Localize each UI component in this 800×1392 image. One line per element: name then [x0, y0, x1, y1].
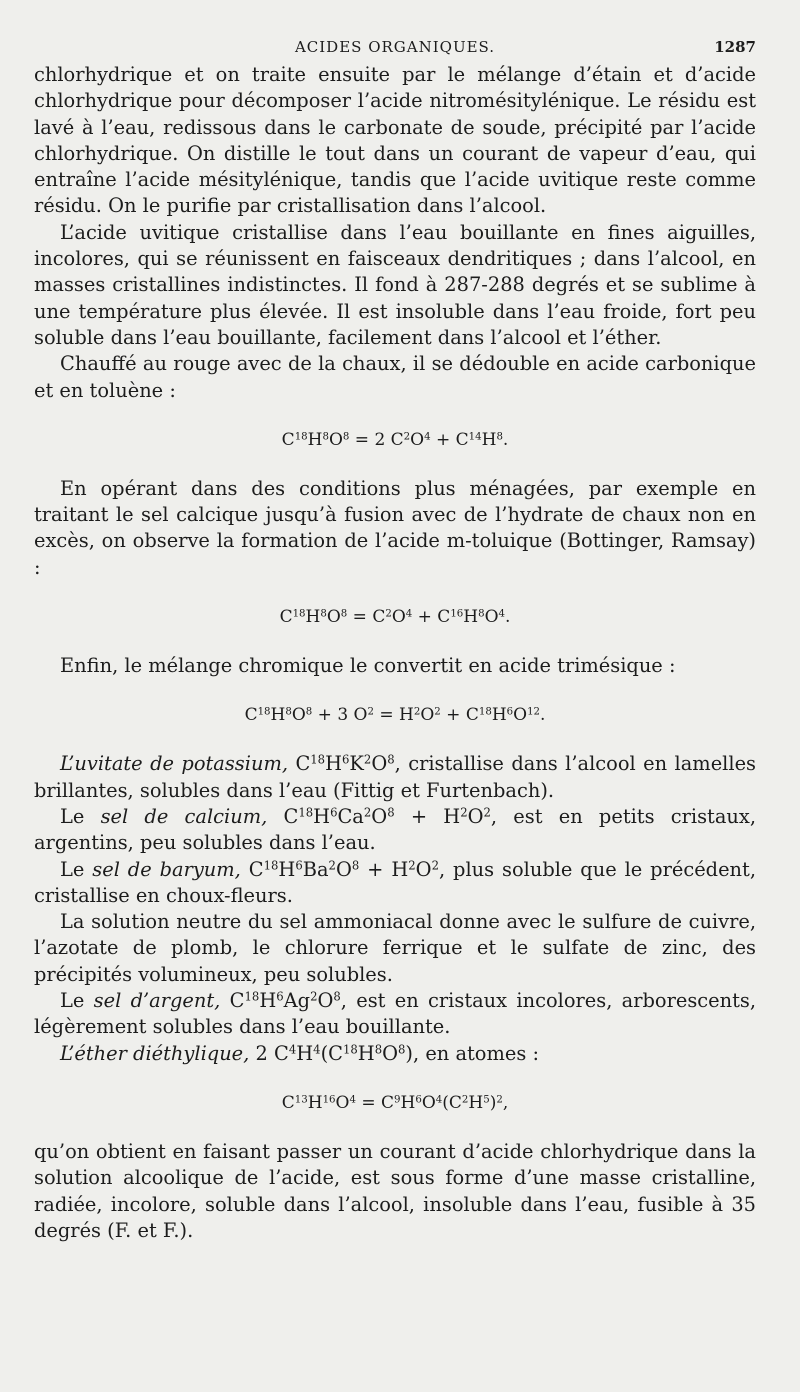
paragraph-silver-salt: Le sel d’argent, $C^{18}H^6Ag^2O^8$, est en cristaux incolores, arborescents, légèrement solubles dans l’eau bouillante.	[34, 989, 757, 1039]
paragraph-chromic: Enfin, le mélange chromique le convertit en acide trimésique :	[60, 654, 676, 678]
term-calcium: sel de calcium,	[100, 804, 268, 828]
page-number: 1287	[714, 38, 756, 56]
paragraph-toluic-acid: En opérant dans des conditions plus ménagées, par exemple en traitant le sel calcique jusqu’à fusion avec de l’hydrate de chaux non en excès, on observe la formation de l’acide m-toluique (Bottinger, Ramsay) :	[34, 476, 756, 579]
formula-barium: $C^{18}H^6Ba^2O^8 + H^2O^2$	[248, 857, 439, 881]
paragraph-lime-heating: Chauffé au rouge avec de la chaux, il se dédouble en acide carbonique et en toluène :	[34, 352, 756, 402]
equation-ether-atoms: $C^{13}H^{16}O^4 = C^9H^6O^4(C^2H^5)^2$,	[281, 1092, 509, 1113]
term-potassium: L’uvitate de potassium,	[60, 752, 288, 776]
paragraph-calcium-salt: Le sel de calcium, $C^{18}H^6Ca^2O^8 + H^2O^2$, est en petits cristaux, argentins, peu solubles dans l’eau.	[34, 804, 756, 855]
paragraph-properties: L’acide uvitique cristallise dans l’eau bouillante en fines aiguilles, incolores, qui se réunissent en faisceaux dendritiques ; dans l’alcool, en masses cristallines indistinctes. Il fond à 287-288 degrés et se sublime à une température plus élevée. Il est insoluble dans l’eau froide, fort peu soluble dans l’eau bouillante, facilement dans l’alcool et l’éther.	[34, 220, 756, 349]
paragraph-ether-properties: qu’on obtient en faisant passer un courant d’acide chlorhydrique dans la solution alcoolique de l’acide, est sous forme d’une masse cristalline, radiée, incolore, soluble dans l’alcool, insoluble dans l’eau, fusible à 35 degrés (F. et F.).	[34, 1139, 756, 1242]
term-silver: sel d’argent,	[93, 989, 221, 1013]
paragraph-preparation: chlorhydrique et on traite ensuite par le mélange d’étain et d’acide chlorhydrique pour décomposer l’acide nitromésitylénique. Le résidu est lavé à l’eau, redissous dans le carbonate de soude, précipité par l’acide chlorhydrique. On distille le tout dans un courant de vapeur d’eau, qui entraîne l’acide mésitylénique, tandis que l’acide uvitique reste comme résidu. On le purifie par cristallisation dans l’alcool.	[34, 63, 756, 218]
equation-trimesic: $C^{18}H^8O^8 + 3$ $O^2 = H^2O^2 + C^{18}H^6O^{12}$.	[244, 705, 546, 726]
running-title: ACIDES ORGANIQUES.	[294, 38, 496, 56]
running-header	[34, 34, 756, 60]
formula-ether: 2 $C^4H^4(C^{18}H^8O^8)$	[255, 1041, 413, 1065]
paragraph-ammonium-salt: La solution neutre du sel ammoniacal donne avec le sulfure de cuivre, l’azotate de plomb, le chlorure ferrique et le sulfate de zinc, des précipités volumineux, peu solubles.	[34, 910, 756, 986]
paragraph-barium-salt: Le sel de baryum, $C^{18}H^6Ba^2O^8 + H^2O^2$, plus soluble que le précédent, cristallise en choux-fleurs.	[34, 857, 757, 907]
equation-toluic: $C^{18}H^8O^8 = C^2O^4 + C^{16}H^8O^4$.	[279, 607, 511, 628]
formula-calcium: $C^{18}H^6Ca^2O^8 + H^2O^2$	[283, 804, 491, 828]
term-barium: sel de baryum,	[92, 857, 241, 881]
paragraph-diethyl-ether: L’éther diéthylique, 2 $C^4H^4(C^{18}H^8O^8)$, en atomes :	[60, 1041, 539, 1065]
formula-silver: $C^{18}H^6Ag^2O^8$	[229, 989, 341, 1013]
term-ether: L’éther diéthylique,	[60, 1041, 250, 1065]
paragraph-potassium-salt: L’uvitate de potassium, $C^{18}H^6K^2O^8$, cristallise dans l’alcool en lamelles brillantes, solubles dans l’eau (Fittig et Furtenbach).	[34, 752, 756, 802]
formula-potassium: $C^{18}H^6K^2O^8$	[295, 752, 395, 776]
equation-toluene: $C^{18}H^8O^8 = 2$ $C^2O^4 + C^{14}H^8$.	[281, 429, 509, 450]
